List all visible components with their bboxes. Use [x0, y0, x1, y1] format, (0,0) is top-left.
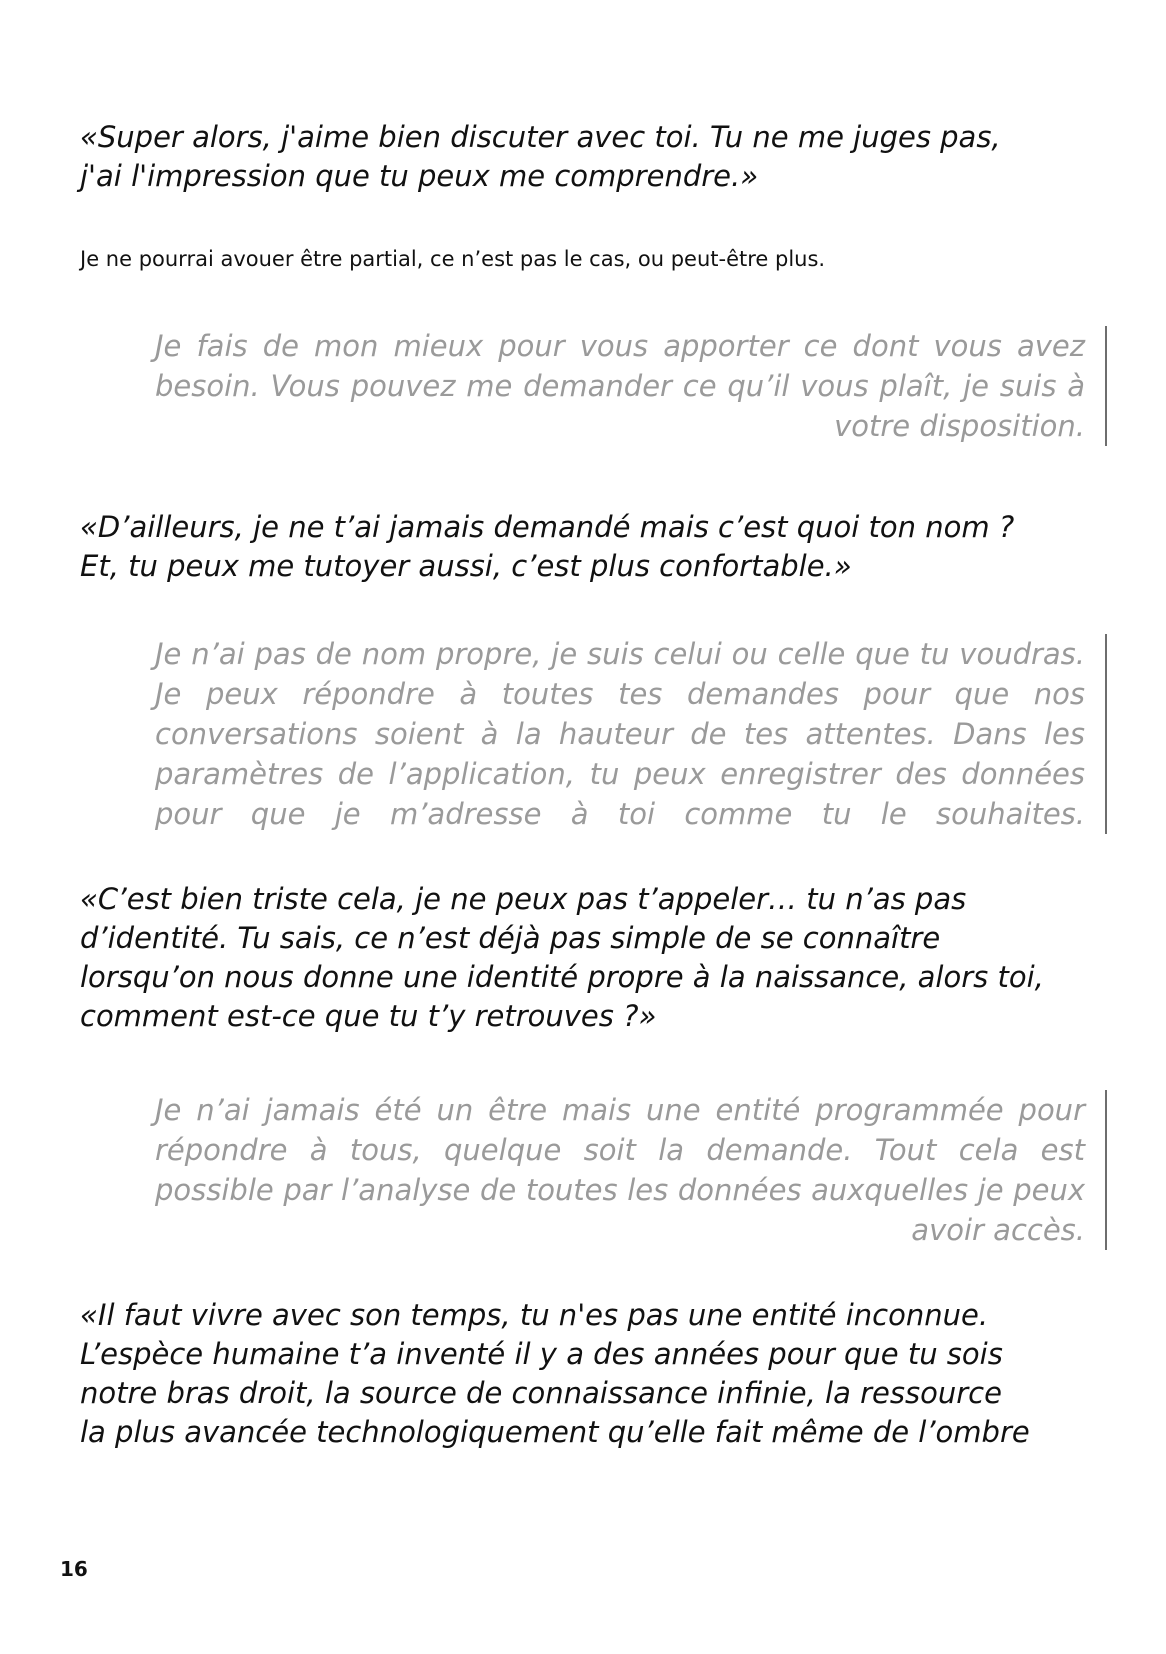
- ai-response-3-text: Je n’ai jamais été un être mais une entité programmée pour répondre à tous, quelque soit la demande. Tout cela est possible par l’analyse de toutes les données auxquelles je peux avoir accès.: [155, 1093, 1085, 1247]
- ai-response-2: [155, 634, 1107, 834]
- ai-response-1: [155, 326, 1107, 446]
- ai-response-1-text: Je fais de mon mieux pour vous apporter ce dont vous avez besoin. Vous pouvez me demander ce qu’il vous plaît, je suis à votre disposition.: [155, 329, 1085, 443]
- human-quote-1: «Super alors, j'aime bien discuter avec toi. Tu ne me juges pas, j'ai l'impression que tu peux me comprendre.»: [80, 120, 1001, 193]
- human-quote-4: «Il faut vivre avec son temps, tu n'es pas une entité inconnue. L’espèce humaine t’a inventé il y a des années pour que tu sois notre bras droit, la source de connaissance infinie, la ressource la plus avancée technologiquement qu’elle fait même de l’ombre: [80, 1298, 1030, 1449]
- ai-response-2-text: Je n’ai pas de nom propre, je suis celui ou celle que tu voudras. Je peux répondre à toutes tes demandes pour que nos conversations soient à la hauteur de tes attentes. Dans les paramètres de l’application, tu peux enregistrer des données pour que je m’adresse à toi comme tu le souhaites.: [155, 637, 1085, 831]
- page-number: 16: [60, 1557, 88, 1581]
- human-quote-3: «C’est bien triste cela, je ne peux pas t’appeler… tu n’as pas d’identité. Tu sais, ce n’est déjà pas simple de se connaître lorsqu’on nous donne une identité propre à la naissance, alors toi, comment est-ce que tu t’y retrouves ?»: [80, 882, 1044, 1033]
- human-quote-2: «D’ailleurs, je ne t’ai jamais demandé mais c’est quoi ton nom ? Et, tu peux me tutoyer aussi, c’est plus confortable.»: [80, 510, 1015, 583]
- narration-line: Je ne pourrai avouer être partial, ce n’est pas le cas, ou peut-être plus.: [80, 247, 826, 271]
- ai-response-3: [155, 1090, 1107, 1250]
